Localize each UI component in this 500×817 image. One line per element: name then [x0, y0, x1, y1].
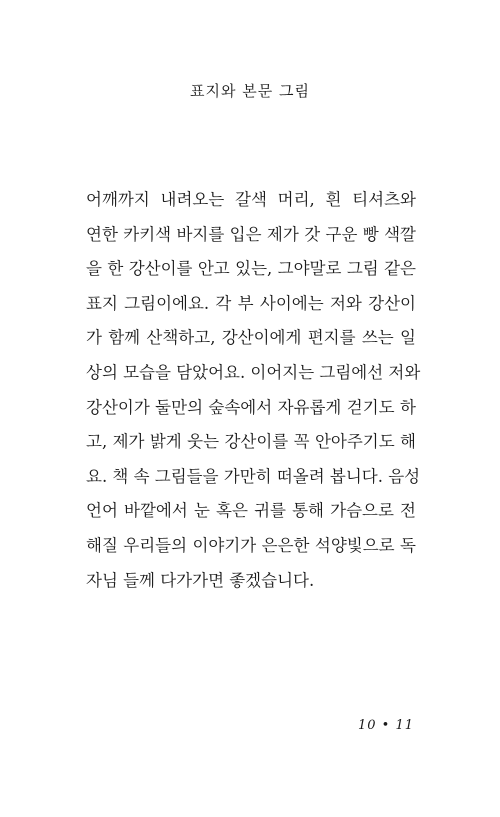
paragraph-line: 상의 모습을 담았어요. 이어지는 그림에선 저와	[86, 362, 421, 382]
paragraph-line: 요. 책 속 그림들을 가만히 떠올려 봅니다. 음성	[86, 466, 421, 486]
section-title: 표지와 본문 그림	[190, 82, 310, 100]
paragraph-line: 해질 우리들의 이야기가 은은한 석양빛으로 독	[86, 535, 416, 555]
body-paragraph	[86, 183, 421, 598]
paragraph-line: 고, 제가 밝게 웃는 강산이를 꼭 안아주기도 해	[86, 432, 416, 452]
paragraph-line: 가 함께 산책하고, 강산이에게 편지를 쓰는 일	[86, 328, 416, 348]
paragraph-line: 을 한 강산이를 안고 있는, 그야말로 그림 같은	[86, 259, 416, 279]
page-number: 10 • 11	[357, 718, 414, 733]
paragraph-line: 강산이가 둘만의 숲속에서 자유롭게 걷기도 하	[86, 397, 416, 417]
paragraph-line: 언어 바깥에서 눈 혹은 귀를 통해 가슴으로 전	[86, 501, 416, 521]
paragraph-line: 자님 들께 다가가면 좋겠습니다.	[86, 570, 315, 590]
paragraph-line: 연한 카키색 바지를 입은 제가 갓 구운 빵 색깔	[86, 224, 416, 244]
paragraph-line: 표지 그림이에요. 각 부 사이에는 저와 강산이	[86, 293, 416, 313]
paragraph-line: 어깨까지 내려오는 갈색 머리, 흰 티셔츠와	[86, 190, 416, 209]
